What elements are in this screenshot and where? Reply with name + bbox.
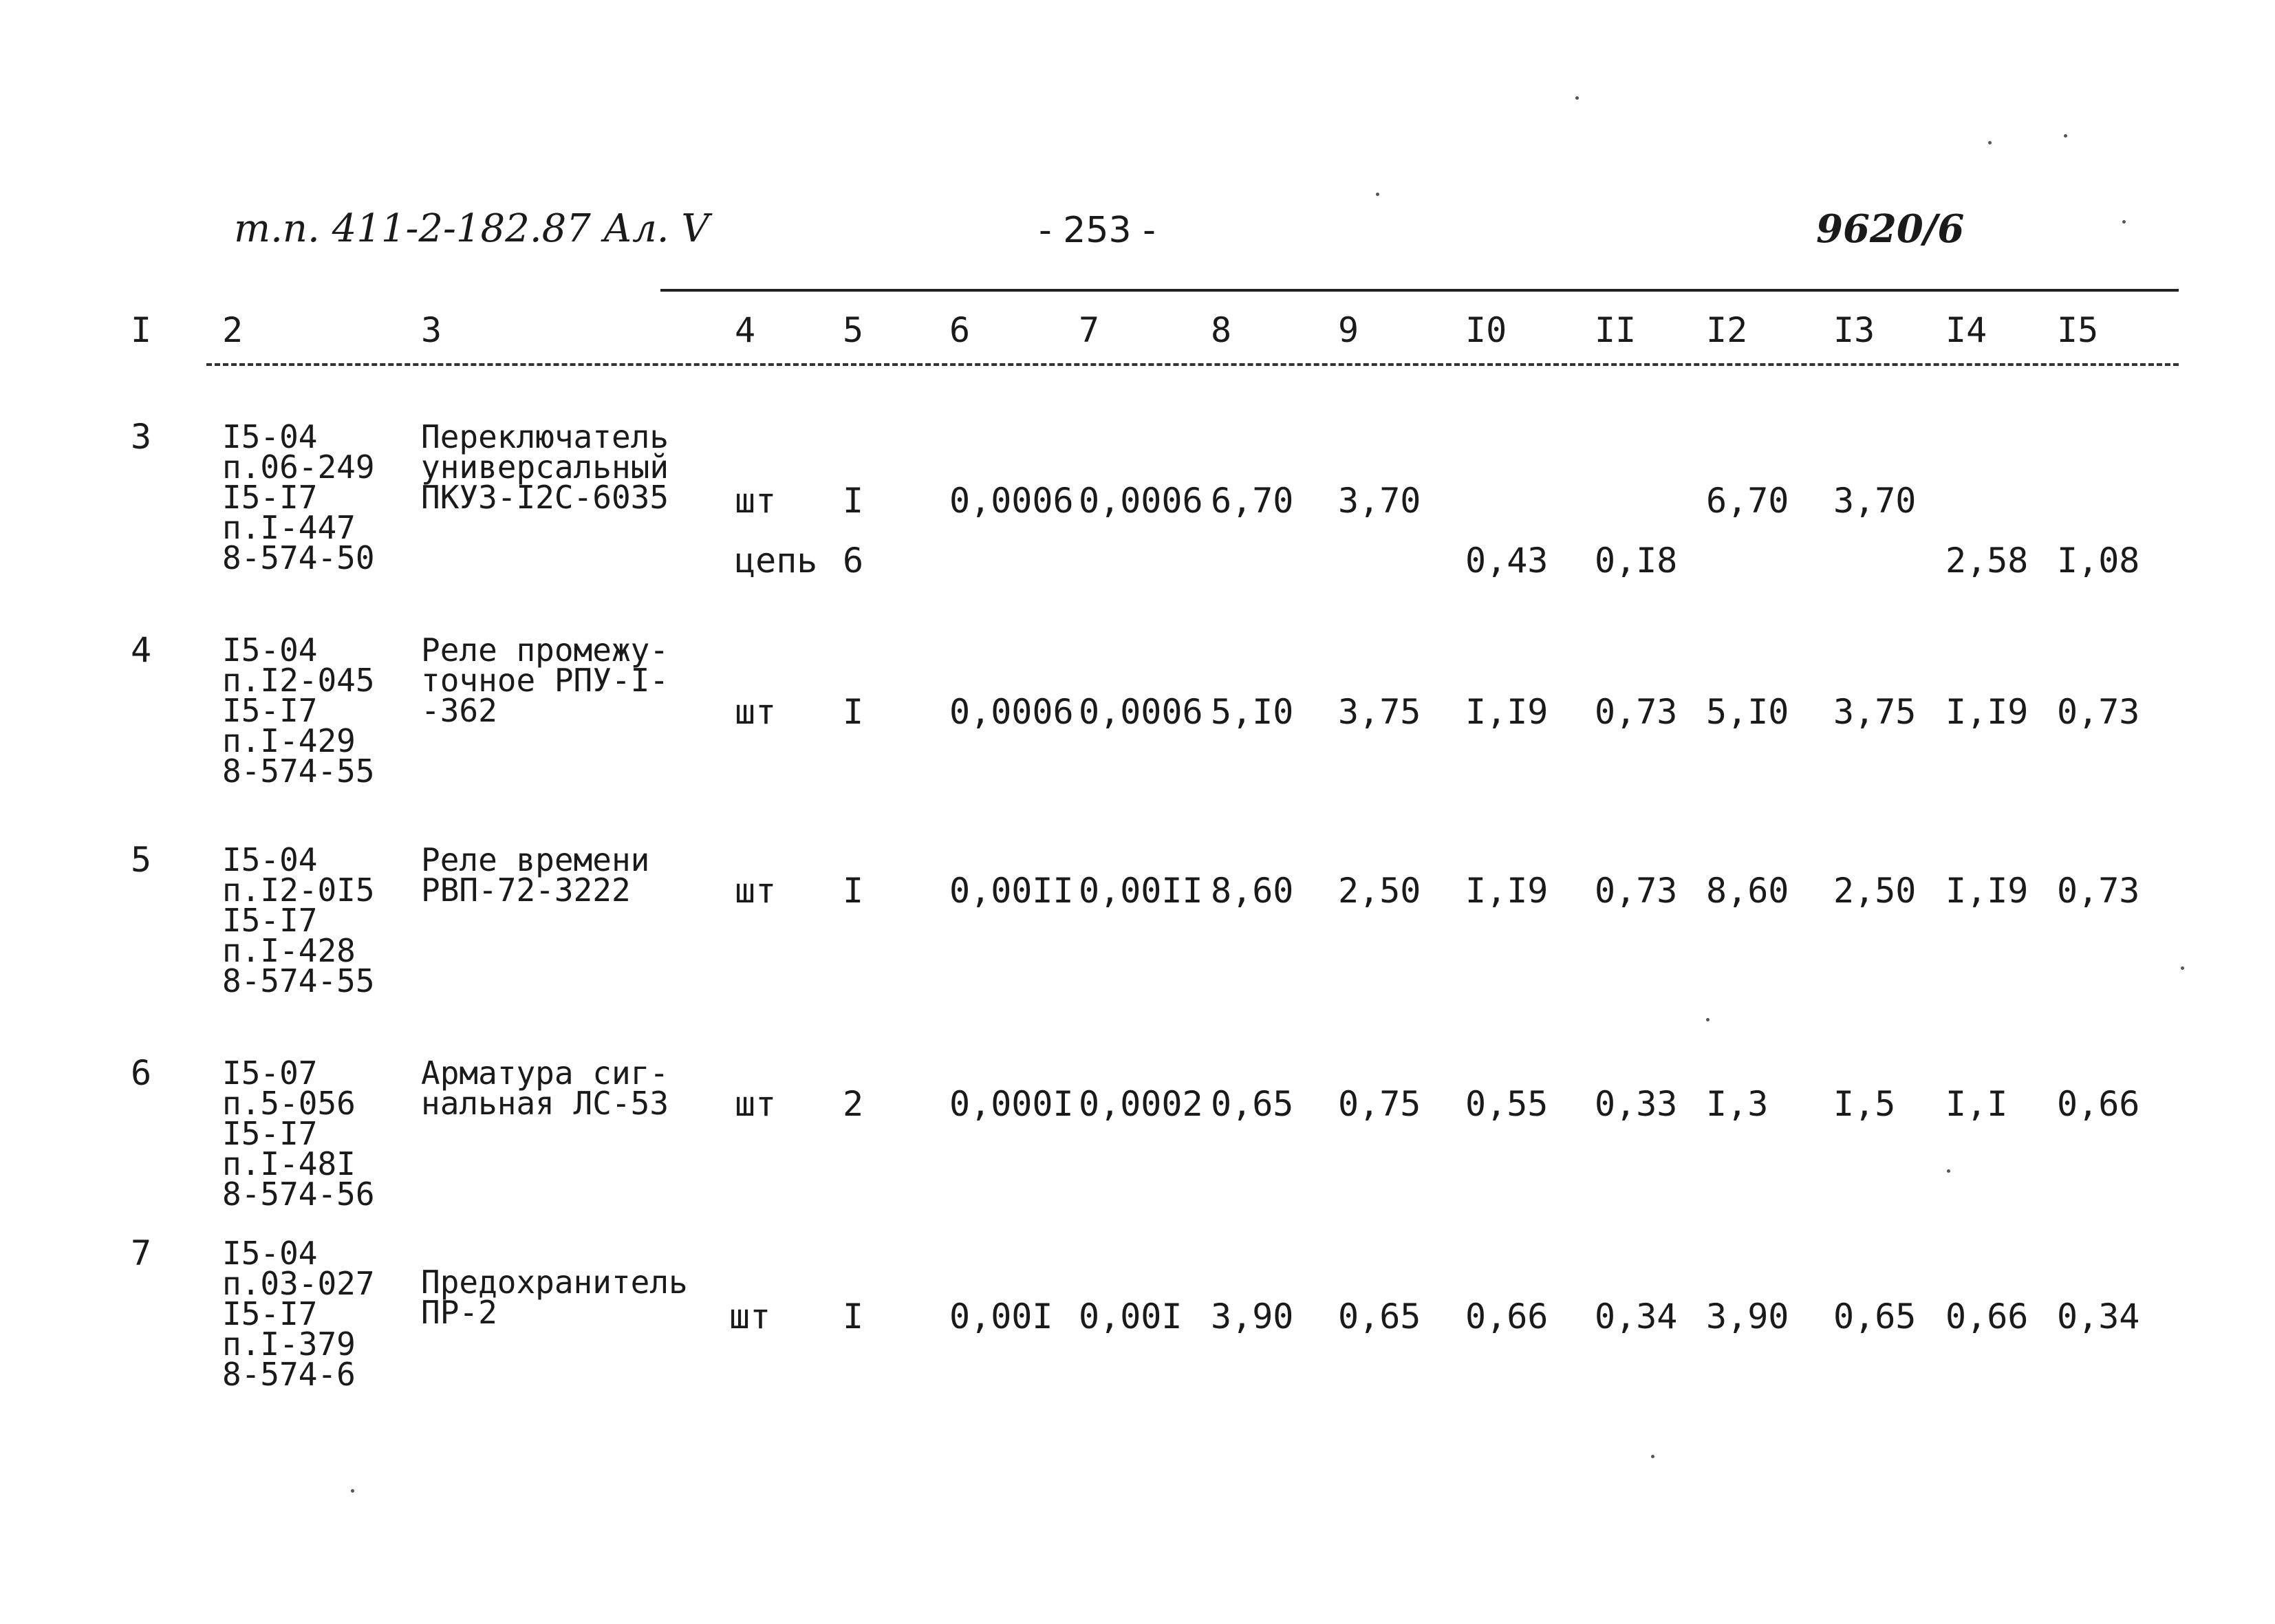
value-col9: 3,75 [1338,692,1421,732]
name-line: -362 [421,692,497,729]
value-col12: 5,I0 [1706,692,1789,732]
scan-speck [1947,1169,1950,1173]
code-line: I5-07 [222,1054,318,1092]
row-number: 5 [131,840,152,880]
value-col13: I,5 [1833,1084,1896,1124]
code-line: I5-I7 [222,1295,318,1332]
quantity: I [843,481,864,521]
column-header-4: 4 [735,310,756,350]
name-line: универсальный [421,448,669,486]
scan-speck [2181,966,2184,970]
quantity: 2 [843,1084,864,1124]
column-header-7: 7 [1079,310,1100,350]
value-col7: 0,0006 [1079,692,1203,732]
value-col11: 0,33 [1595,1084,1678,1124]
column-header-3: 3 [421,310,442,350]
code-line: п.I-428 [222,932,356,969]
item-name [421,841,650,909]
column-header-9: 9 [1338,310,1359,350]
code-line: 8-574-55 [222,753,375,790]
value-col12: 8,60 [1706,871,1789,911]
header-rule-bottom [206,363,2179,366]
value-col11: 0,34 [1595,1297,1678,1336]
item-name [421,631,669,729]
document-reference: т.п. 411-2-182.87 Ал. V [234,206,709,251]
code-line: п.03-027 [222,1265,375,1302]
value-col10: I,I9 [1465,871,1549,911]
value-col10: I,I9 [1465,692,1549,732]
value-col15: I,08 [2057,541,2140,581]
value-col6: 0,00I [949,1297,1053,1336]
code-line: 8-574-56 [222,1176,375,1213]
scan-speck [1706,1018,1710,1021]
value-col8: 6,70 [1211,481,1294,521]
scan-speck [2064,134,2067,138]
row-number: 4 [131,630,152,670]
value-col13: 3,70 [1833,481,1917,521]
column-header-2: 2 [222,310,244,350]
unit: шт [735,871,777,911]
value-col14: I,I9 [1945,871,2029,911]
value-col14: 2,58 [1945,541,2029,581]
value-col11: 0,73 [1595,692,1678,732]
sheet-code: 9620/6 [1816,206,1965,252]
value-col12: I,3 [1706,1084,1769,1124]
value-col9: 2,50 [1338,871,1421,911]
name-line: Предохранитель [421,1264,688,1301]
quantity: I [843,1297,864,1336]
unit: шт [735,692,777,732]
code-line: 8-574-6 [222,1356,356,1393]
column-header-14: I4 [1945,310,1987,350]
column-header-12: I2 [1706,310,1748,350]
column-header-13: I3 [1833,310,1875,350]
value-col6: 0,000I [949,1084,1074,1124]
value-col8: 8,60 [1211,871,1294,911]
value-col13: 3,75 [1833,692,1917,732]
page-number: - 253 - [1039,210,1156,251]
header-rule-top [660,289,2179,292]
price-codes [222,841,375,999]
name-line: точное РПУ-I- [421,662,669,699]
value-col6: 0,0006 [949,692,1074,732]
value-col15: 0,66 [2057,1084,2140,1124]
row-number: 7 [131,1233,152,1273]
item-name [421,1054,669,1122]
code-line: I5-04 [222,1235,318,1272]
code-line: п.5-056 [222,1085,356,1122]
value-col9: 0,65 [1338,1297,1421,1336]
value-col9: 3,70 [1338,481,1421,521]
value-col13: 0,65 [1833,1297,1917,1336]
row-number: 3 [131,417,152,457]
column-header-8: 8 [1211,310,1232,350]
name-line: Реле промежу- [421,631,669,669]
code-line: I5-I7 [222,902,318,939]
value-col8: 5,I0 [1211,692,1294,732]
value-col15: 0,73 [2057,692,2140,732]
value-col10: 0,43 [1465,541,1549,581]
name-line: Арматура сиг- [421,1054,669,1092]
code-line: п.I-429 [222,722,356,759]
value-col8: 3,90 [1211,1297,1294,1336]
column-header-10: I0 [1465,310,1507,350]
value-col10: 0,55 [1465,1084,1549,1124]
code-line: п.I-447 [222,509,356,546]
unit: шт [735,1084,777,1124]
value-col15: 0,73 [2057,871,2140,911]
value-col14: I,I9 [1945,692,2029,732]
value-col7: 0,00II [1079,871,1203,911]
unit: цепь [735,541,818,581]
code-line: п.I-379 [222,1325,356,1363]
code-line: п.I-48I [222,1145,356,1182]
scan-speck [1376,193,1379,196]
column-header-11: II [1595,310,1637,350]
scan-speck [351,1489,354,1493]
price-codes [222,1054,375,1213]
column-header-5: 5 [843,310,864,350]
unit: шт [735,481,777,521]
scan-speck [1651,1455,1654,1458]
value-col6: 0,00II [949,871,1074,911]
price-codes [222,1235,375,1393]
name-line: ПР-2 [421,1294,497,1331]
value-col6: 0,0006 [949,481,1074,521]
code-line: I5-I7 [222,1115,318,1152]
item-name [421,1264,688,1331]
value-col10: 0,66 [1465,1297,1549,1336]
value-col8: 0,65 [1211,1084,1294,1124]
value-col11: 0,73 [1595,871,1678,911]
name-line: нальная ЛС-53 [421,1085,669,1122]
value-col7: 0,00I [1079,1297,1183,1336]
code-line: 8-574-55 [222,962,375,999]
unit: шт [729,1297,771,1336]
item-name [421,418,669,516]
name-line: РВП-72-3222 [421,871,631,909]
value-col15: 0,34 [2057,1297,2140,1336]
code-line: I5-I7 [222,692,318,729]
value-col14: 0,66 [1945,1297,2029,1336]
value-col12: 6,70 [1706,481,1789,521]
scan-speck [1988,141,1992,144]
price-codes [222,418,375,576]
value-col14: I,I [1945,1084,2008,1124]
price-codes [222,631,375,790]
value-col11: 0,I8 [1595,541,1678,581]
code-line: п.06-249 [222,448,375,486]
code-line: п.I2-0I5 [222,871,375,909]
quantity: 6 [843,541,864,581]
value-col12: 3,90 [1706,1297,1789,1336]
name-line: Переключатель [421,418,669,455]
code-line: I5-04 [222,841,318,878]
name-line: ПКУЗ-I2С-6035 [421,479,669,516]
code-line: 8-574-50 [222,539,375,576]
code-line: I5-04 [222,418,318,455]
scan-speck [2122,220,2126,224]
column-header-1: I [131,310,152,350]
value-col7: 0,0006 [1079,481,1203,521]
value-col7: 0,0002 [1079,1084,1203,1124]
scan-speck [1575,96,1579,100]
code-line: I5-I7 [222,479,318,516]
row-number: 6 [131,1053,152,1093]
column-header-6: 6 [949,310,971,350]
quantity: I [843,871,864,911]
quantity: I [843,692,864,732]
name-line: Реле времени [421,841,650,878]
value-col13: 2,50 [1833,871,1917,911]
code-line: п.I2-045 [222,662,375,699]
value-col9: 0,75 [1338,1084,1421,1124]
code-line: I5-04 [222,631,318,669]
column-header-15: I5 [2057,310,2099,350]
